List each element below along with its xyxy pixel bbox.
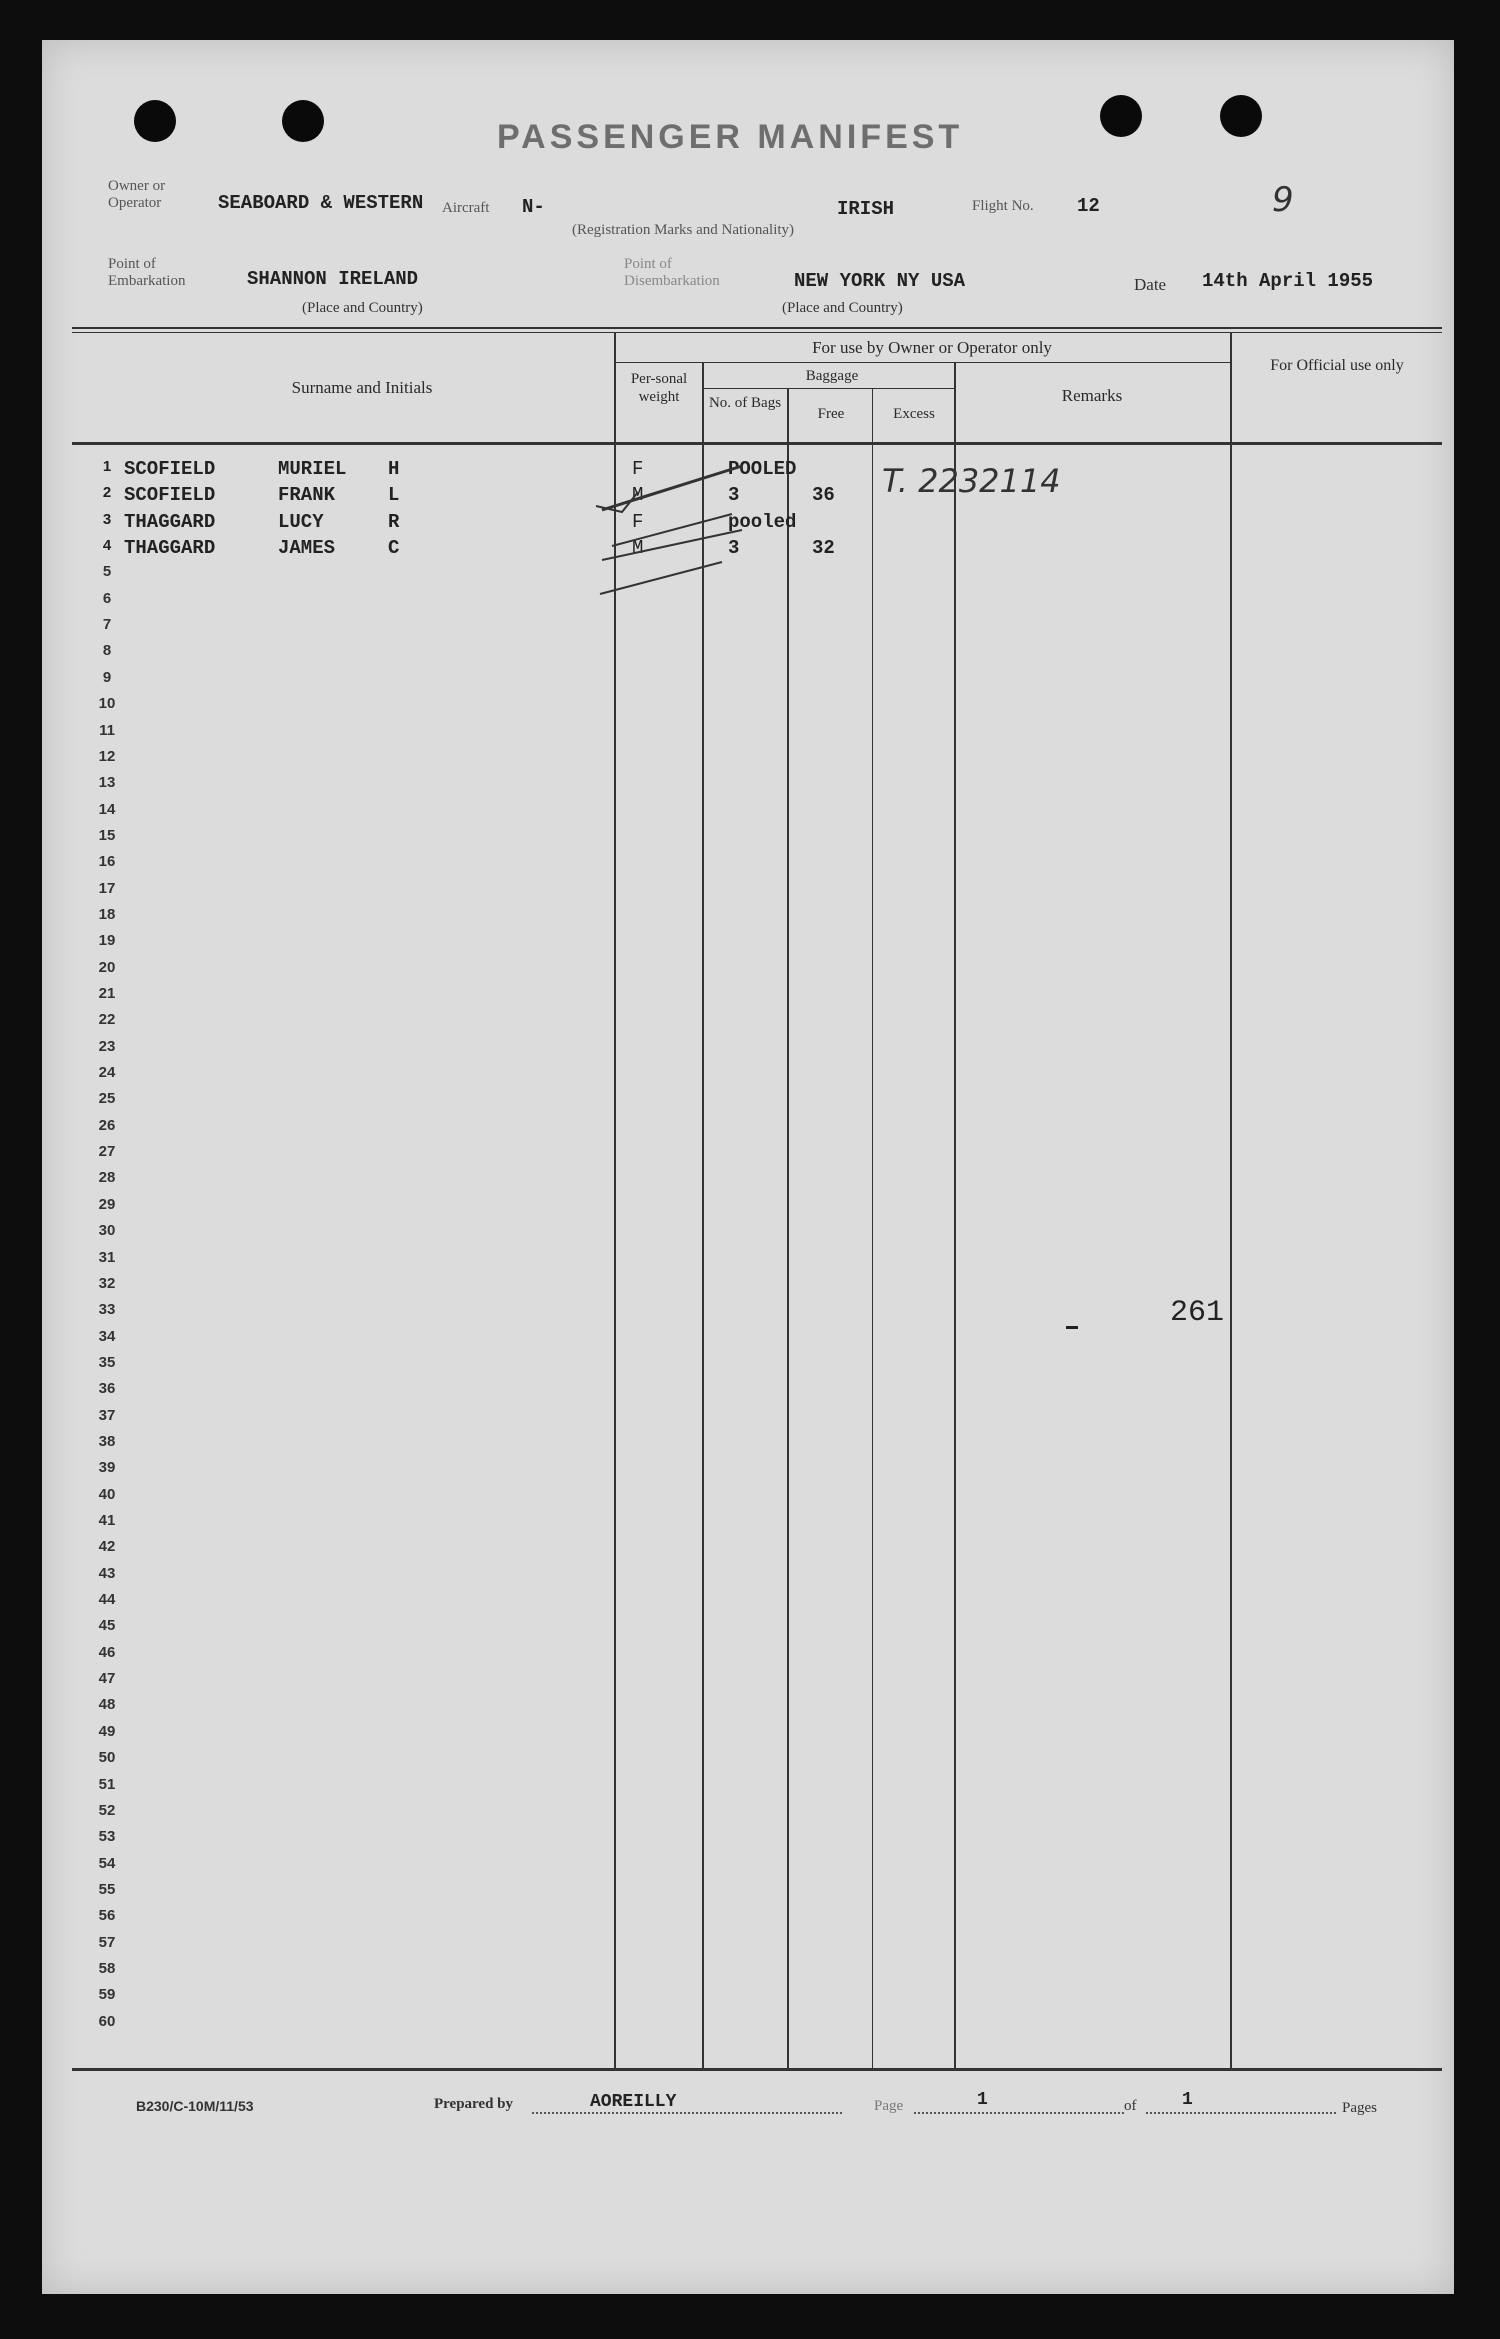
- row-number: 39: [98, 1459, 116, 1477]
- column-divider: [872, 388, 873, 2068]
- of-value: 1: [1182, 2090, 1193, 2110]
- row-number: 38: [98, 1432, 116, 1450]
- passenger-bags: 3: [728, 537, 740, 560]
- pages-label: Pages: [1342, 2100, 1377, 2116]
- check-marks-icon: [582, 452, 762, 612]
- row-number: 41: [98, 1512, 116, 1529]
- passenger-first-name: LUCY: [278, 510, 324, 533]
- rownum-cell: 2: [102, 484, 112, 502]
- passenger-initial: H: [388, 458, 400, 480]
- row-number: 37: [98, 1406, 116, 1424]
- row-number: 9: [102, 668, 112, 686]
- page-line: [914, 2112, 1124, 2114]
- embarkation-caption: (Place and Country): [302, 300, 423, 316]
- row-number: 29: [98, 1195, 116, 1213]
- passenger-first-name: JAMES: [278, 537, 336, 560]
- column-divider: [702, 362, 704, 2068]
- row-number: 49: [98, 1722, 116, 1740]
- row-number: 58: [98, 1959, 116, 1977]
- row-number: 21: [98, 985, 116, 1002]
- row-number: 59: [98, 1986, 116, 2004]
- column-header-bags: No. of Bags: [708, 395, 782, 411]
- passenger-surname: THAGGARD: [124, 510, 216, 533]
- stamp-number: 261: [1170, 1296, 1225, 1330]
- passenger-surname: SCOFIELD: [124, 484, 216, 507]
- row-number: 25: [98, 1090, 116, 1108]
- row-number: 45: [98, 1617, 116, 1635]
- table-top-rule: [72, 327, 1442, 329]
- row-number: 34: [98, 1327, 116, 1345]
- row-number: 26: [98, 1116, 116, 1134]
- punch-hole-icon: [134, 100, 176, 142]
- passenger-weight: F: [632, 510, 644, 533]
- row-number: 32: [98, 1274, 116, 1292]
- row-number: 35: [98, 1353, 116, 1371]
- row-number: 16: [98, 853, 116, 871]
- row-number: 18: [98, 905, 116, 923]
- row-number: 27: [98, 1143, 116, 1161]
- flight-extra: 9: [1272, 180, 1294, 220]
- date-value: 14th April 1955: [1202, 270, 1374, 292]
- row-number: 11: [99, 721, 115, 739]
- column-divider: [787, 388, 789, 2068]
- row-number: 8: [102, 642, 112, 660]
- row-number: 14: [98, 800, 116, 818]
- passenger-bags: pooled: [728, 510, 797, 533]
- row-number: 10: [98, 695, 116, 713]
- page-label: Page: [874, 2098, 904, 2114]
- header-bottom-rule: [72, 442, 1442, 445]
- disembarkation-value: NEW YORK NY USA: [794, 270, 966, 292]
- table-bottom-rule: [72, 2068, 1442, 2071]
- page-title: PASSENGER MANIFEST: [497, 118, 964, 156]
- row-number: 50: [98, 1749, 116, 1767]
- row-number: 17: [98, 879, 116, 897]
- row-number: 47: [98, 1670, 116, 1688]
- row-number: 55: [98, 1880, 116, 1898]
- disembarkation-caption: (Place and Country): [782, 300, 903, 316]
- row-number: 44: [98, 1591, 116, 1609]
- owner-label: Owner or Operator: [108, 178, 166, 211]
- remarks-handwritten: T. 2232114: [882, 462, 1061, 500]
- dash-mark: [1066, 1326, 1078, 1329]
- embarkation-value: SHANNON IRELAND: [247, 268, 419, 290]
- punch-hole-icon: [1220, 95, 1262, 137]
- of-label: of: [1124, 2098, 1137, 2114]
- flight-value: 12: [1077, 195, 1100, 217]
- row-number: 46: [98, 1643, 116, 1661]
- passenger-free: 36: [812, 484, 835, 507]
- passenger-surname: SCOFIELD: [124, 458, 216, 480]
- row-number: 57: [98, 1933, 116, 1951]
- row-number: 60: [98, 2012, 116, 2030]
- prepared-label: Prepared by: [434, 2096, 514, 2112]
- punch-hole-icon: [282, 100, 324, 142]
- passenger-initial: R: [388, 510, 400, 533]
- row-number: 6: [102, 589, 112, 607]
- punch-hole-icon: [1100, 95, 1142, 137]
- page-value: 1: [977, 2090, 988, 2110]
- passenger-bags: POOLED: [728, 458, 797, 480]
- row-number: 24: [98, 1064, 116, 1082]
- column-header-owner-use: For use by Owner or Operator only: [812, 338, 1052, 357]
- row-number: 28: [98, 1169, 116, 1187]
- row-number: 52: [98, 1801, 116, 1819]
- table-top-rule: [72, 332, 1442, 333]
- row-number: 33: [98, 1301, 116, 1319]
- passenger-weight: M: [632, 484, 644, 507]
- column-divider: [1230, 333, 1232, 2068]
- passenger-first-name: MURIEL: [278, 458, 347, 480]
- row-number: 51: [98, 1775, 116, 1793]
- row-number: 36: [98, 1380, 116, 1398]
- column-header-baggage: Baggage: [805, 368, 859, 384]
- registration-caption: (Registration Marks and Nationality): [572, 222, 795, 238]
- owner-value: SEABOARD & WESTERN: [218, 192, 424, 214]
- rownum-cell: 4: [102, 537, 112, 555]
- row-number: 31: [98, 1248, 116, 1266]
- passenger-initial: L: [388, 484, 400, 507]
- prepared-line: [532, 2112, 842, 2114]
- row-number: 12: [98, 747, 116, 765]
- column-header-free: Free: [817, 406, 845, 422]
- row-number: 19: [98, 932, 116, 950]
- column-header-remarks: Remarks: [1061, 386, 1123, 405]
- row-number: 53: [98, 1828, 116, 1846]
- column-header-surname: Surname and Initials: [291, 378, 433, 397]
- row-number: 5: [102, 563, 112, 581]
- column-header-excess: Excess: [893, 406, 935, 422]
- prepared-value: AOREILLY: [590, 2092, 677, 2112]
- row-number: 30: [98, 1222, 116, 1240]
- manifest-sheet: [42, 40, 1454, 2294]
- row-number: 56: [98, 1907, 116, 1925]
- column-header-weight: Per-sonal weight: [630, 371, 688, 405]
- row-number: 40: [98, 1485, 116, 1503]
- passenger-weight: M: [632, 537, 644, 560]
- rownum-cell: 1: [102, 458, 112, 475]
- disembarkation-label: Point of Disembarkation: [624, 256, 720, 289]
- row-number: 22: [98, 1011, 116, 1029]
- row-number: 20: [98, 958, 116, 976]
- nationality-value: IRISH: [837, 198, 895, 220]
- passenger-first-name: FRANK: [278, 484, 336, 507]
- passenger-bags: 3: [728, 484, 740, 507]
- date-label: Date: [1134, 275, 1167, 294]
- aircraft-value: N-: [522, 196, 545, 218]
- passenger-weight: F: [632, 458, 644, 480]
- row-number: 43: [98, 1564, 116, 1582]
- passenger-initial: C: [388, 537, 400, 560]
- flight-label: Flight No.: [972, 198, 1034, 214]
- passenger-surname: THAGGARD: [124, 537, 216, 560]
- column-header-official: For Official use only: [1270, 357, 1404, 374]
- owner-use-rule: [614, 362, 1230, 363]
- row-number: 42: [98, 1538, 116, 1556]
- aircraft-label: Aircraft: [442, 200, 490, 216]
- passenger-free: 32: [812, 537, 835, 560]
- row-number: 15: [98, 826, 116, 844]
- row-number: 54: [98, 1854, 116, 1872]
- row-number: 7: [102, 616, 112, 634]
- row-number: 23: [98, 1037, 116, 1055]
- of-line: [1146, 2112, 1336, 2114]
- baggage-rule: [702, 388, 954, 389]
- column-divider: [954, 362, 956, 2068]
- row-number: 48: [98, 1696, 116, 1714]
- embarkation-label: Point of Embarkation: [108, 256, 186, 289]
- rownum-cell: 3: [102, 510, 112, 528]
- row-number: 13: [98, 774, 116, 792]
- form-code: B230/C-10M/11/53: [136, 2098, 254, 2114]
